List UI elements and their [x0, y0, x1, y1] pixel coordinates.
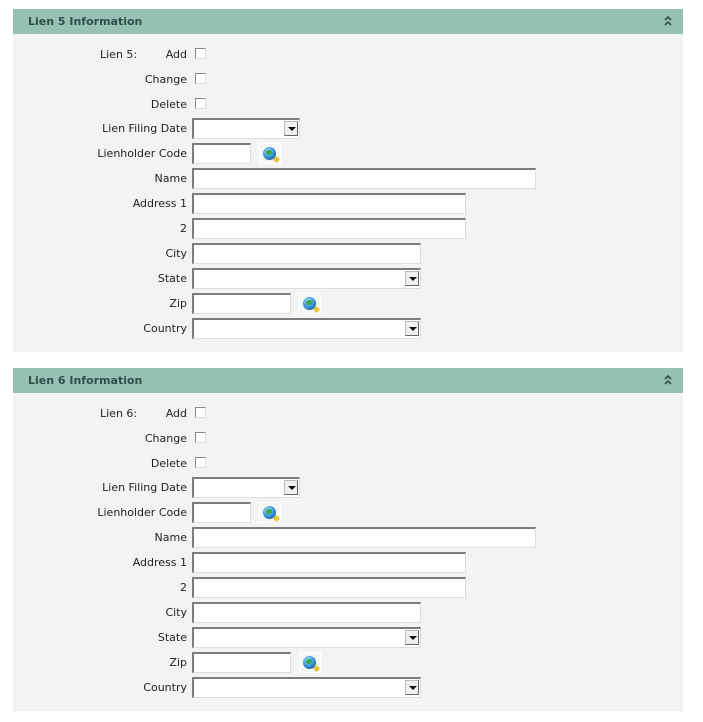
filing-date-row [13, 477, 683, 498]
chevron-down-icon[interactable] [284, 121, 298, 136]
add-row [13, 403, 683, 424]
lien-number-label: Lien 6: [100, 407, 138, 420]
panel-title: Lien 6 Information [28, 374, 143, 387]
add-checkbox[interactable] [195, 48, 206, 59]
delete-checkbox[interactable] [195, 98, 206, 109]
zip-row [13, 652, 683, 673]
change-label: Change [144, 432, 187, 445]
address1-row [13, 193, 683, 214]
city-input[interactable] [192, 602, 421, 623]
filing-date-select[interactable] [192, 118, 300, 139]
lienholder-lookup-button[interactable] [259, 143, 281, 164]
change-row [13, 428, 683, 449]
address1-row [13, 552, 683, 573]
state-select[interactable] [192, 627, 421, 648]
chevron-down-icon[interactable] [405, 630, 419, 645]
change-checkbox[interactable] [195, 73, 206, 84]
lienholder-code-row [13, 502, 683, 523]
filing-date-select[interactable] [192, 477, 300, 498]
chevron-down-icon[interactable] [405, 680, 419, 695]
address2-row [13, 577, 683, 598]
lien-number-label: Lien 5: [100, 48, 138, 61]
filing-date-label: Lien Filing Date [102, 481, 187, 494]
name-label: Name [154, 531, 187, 544]
chevron-down-icon[interactable] [284, 480, 298, 495]
address1-input[interactable] [192, 193, 466, 214]
change-checkbox[interactable] [195, 432, 206, 443]
lienholder-code-label: Lienholder Code [97, 506, 187, 519]
address2-label: 2 [180, 581, 187, 594]
address2-label: 2 [180, 222, 187, 235]
globe-search-icon [263, 147, 276, 160]
double-chevron-up-icon[interactable] [662, 372, 674, 388]
country-row [13, 318, 683, 339]
change-label: Change [144, 73, 187, 86]
lienholder-lookup-button[interactable] [259, 502, 281, 523]
lien-5-panel-header[interactable] [13, 9, 683, 34]
city-label: City [165, 606, 187, 619]
address2-input[interactable] [192, 577, 466, 598]
lien-6-panel [13, 368, 683, 711]
lienholder-code-label: Lienholder Code [97, 147, 187, 160]
country-row [13, 677, 683, 698]
zip-label: Zip [169, 656, 187, 669]
double-chevron-up-icon[interactable] [662, 13, 674, 29]
state-label: State [157, 631, 187, 644]
state-label: State [157, 272, 187, 285]
country-select[interactable] [192, 677, 421, 698]
lienholder-code-input[interactable] [192, 502, 251, 523]
address1-label: Address 1 [132, 556, 187, 569]
country-label: Country [143, 681, 187, 694]
name-input[interactable] [192, 527, 536, 548]
address1-input[interactable] [192, 552, 466, 573]
zip-lookup-button[interactable] [299, 293, 321, 314]
name-label: Name [154, 172, 187, 185]
filing-date-label: Lien Filing Date [102, 122, 187, 135]
name-input[interactable] [192, 168, 536, 189]
state-select[interactable] [192, 268, 421, 289]
state-row [13, 268, 683, 289]
state-row [13, 627, 683, 648]
city-label: City [165, 247, 187, 260]
delete-label: Delete [150, 98, 187, 111]
city-row [13, 243, 683, 264]
delete-label: Delete [150, 457, 187, 470]
zip-lookup-button[interactable] [299, 652, 321, 673]
country-label: Country [143, 322, 187, 335]
add-label: Add [165, 407, 187, 420]
city-input[interactable] [192, 243, 421, 264]
delete-checkbox[interactable] [195, 457, 206, 468]
add-checkbox[interactable] [195, 407, 206, 418]
chevron-down-icon[interactable] [405, 271, 419, 286]
address1-label: Address 1 [132, 197, 187, 210]
address2-input[interactable] [192, 218, 466, 239]
panel-title: Lien 5 Information [28, 15, 143, 28]
address2-row [13, 218, 683, 239]
zip-input[interactable] [192, 293, 291, 314]
name-row [13, 168, 683, 189]
globe-search-icon [263, 506, 276, 519]
name-row [13, 527, 683, 548]
zip-row [13, 293, 683, 314]
delete-row [13, 94, 683, 115]
zip-label: Zip [169, 297, 187, 310]
add-row [13, 44, 683, 65]
lienholder-code-input[interactable] [192, 143, 251, 164]
add-label: Add [165, 48, 187, 61]
delete-row [13, 453, 683, 474]
lienholder-code-row [13, 143, 683, 164]
lien-5-panel-body [13, 34, 683, 352]
globe-search-icon [303, 297, 316, 310]
change-row [13, 69, 683, 90]
country-select[interactable] [192, 318, 421, 339]
filing-date-row [13, 118, 683, 139]
lien-5-panel [13, 9, 683, 352]
zip-input[interactable] [192, 652, 291, 673]
globe-search-icon [303, 656, 316, 669]
city-row [13, 602, 683, 623]
lien-6-panel-body [13, 393, 683, 711]
chevron-down-icon[interactable] [405, 321, 419, 336]
lien-6-panel-header[interactable] [13, 368, 683, 393]
